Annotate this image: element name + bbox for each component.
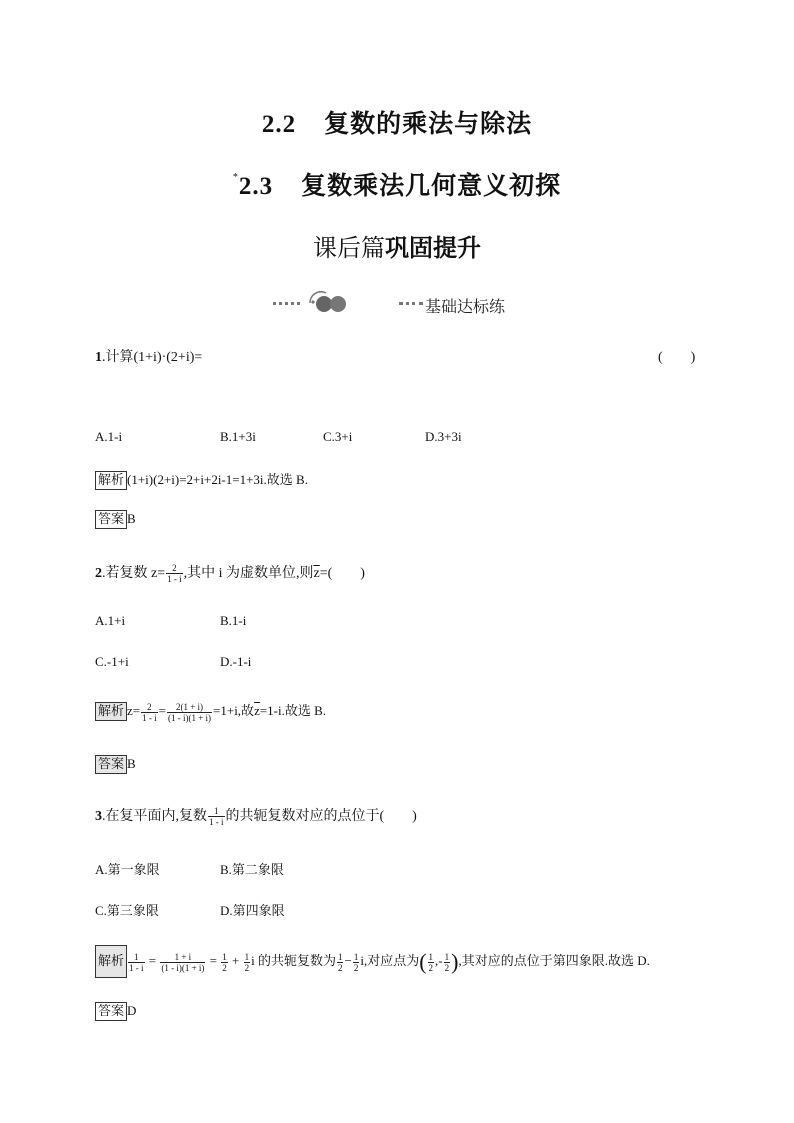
numerator: 2	[141, 702, 158, 713]
q3-option-d: D.第四象限	[220, 903, 285, 918]
q1-option-d: D.3+3i	[425, 429, 462, 444]
question-number: 2	[95, 566, 102, 581]
question-text-c: =( )	[319, 566, 365, 581]
section-header	[273, 292, 533, 316]
question-text-b: 的共轭复数对应的点位于( )	[225, 809, 417, 824]
question-number: 1	[95, 350, 102, 365]
section-label: 基础达标练	[425, 297, 506, 316]
denominator: 2	[222, 962, 227, 973]
denominator: 1 - i	[209, 817, 224, 828]
subtitle-part-b: 巩固提升	[385, 236, 481, 262]
numerator: 1	[208, 806, 225, 817]
q2-option-a: A.1+i	[95, 613, 126, 628]
title1-text: 复数的乘法与除法	[324, 111, 533, 138]
fraction	[166, 563, 183, 584]
subtitle-part-a: 课后篇	[313, 236, 385, 262]
question-text-a: .若复数 z=	[102, 566, 166, 581]
z-conjugate: $\overline{z}$	[254, 703, 260, 718]
numerator: 1	[337, 951, 343, 962]
numerator: 1	[444, 951, 450, 962]
denominator: 1 - i	[142, 712, 157, 723]
denominator: 2	[353, 962, 359, 973]
fraction-2	[160, 952, 205, 973]
answer-value: D	[127, 1003, 137, 1018]
analysis-text-1: i 的共轭复数为	[251, 953, 336, 968]
numerator: 1	[128, 952, 145, 963]
fraction-3	[221, 952, 228, 973]
fraction-5	[337, 952, 344, 973]
denominator: 2	[428, 962, 434, 973]
q2-option-c: C.-1+i	[95, 654, 129, 669]
fraction-1	[128, 952, 145, 973]
analysis-label: 解析	[95, 702, 127, 721]
left-paren: (	[419, 949, 427, 975]
denominator: 2	[337, 962, 343, 973]
analysis-text-3: i,对应点为	[360, 953, 420, 968]
dotted-leader-right	[399, 302, 423, 305]
dotted-leader-left	[273, 302, 300, 305]
minus-sign: −	[344, 953, 352, 968]
q1-answer	[95, 510, 136, 529]
fraction-1	[141, 702, 158, 723]
fraction-6	[353, 952, 360, 973]
denominator: (1 - i)(1 + i)	[161, 962, 205, 973]
q2-option-b: B.1-i	[220, 613, 247, 628]
denominator: 2	[244, 962, 250, 973]
q3-option-a: A.第一象限	[95, 862, 160, 877]
title2-number: 2.3	[238, 173, 274, 200]
question-3-stem	[95, 805, 417, 827]
numerator: 1 + i	[160, 952, 205, 963]
fraction	[208, 806, 225, 827]
analysis-text-b: =1+i,故	[213, 703, 255, 718]
title-chapter-2-3	[0, 166, 794, 202]
question-number: 3	[95, 809, 102, 824]
analysis-text-c: =1-i.故选 B.	[259, 703, 327, 718]
q2-answer	[95, 755, 136, 774]
numerator: 1	[428, 951, 434, 962]
denominator: (1 - i)(1 + i)	[167, 712, 212, 723]
q2-analysis	[95, 700, 326, 723]
question-1-stem	[95, 346, 202, 366]
denominator: 1 - i	[129, 962, 144, 973]
title-chapter-2-2	[0, 104, 794, 140]
section-icon	[306, 289, 352, 315]
q1-option-b: B.1+3i	[220, 429, 256, 444]
answer-label: 答案	[95, 510, 127, 529]
analysis-label: 解析	[95, 945, 127, 978]
numerator: 2(1 + i)	[167, 702, 212, 713]
analysis-text-a: z=	[127, 703, 141, 718]
numerator: 2	[166, 563, 183, 574]
question-text-a: .在复平面内,复数	[102, 809, 207, 824]
q3-answer	[95, 1002, 136, 1021]
fraction-7	[428, 952, 435, 973]
numerator: 1	[222, 951, 227, 962]
fraction-4	[244, 952, 251, 973]
analysis-label: 解析	[95, 471, 127, 490]
numerator: 1	[353, 951, 359, 962]
equals: =	[158, 703, 166, 718]
z-conjugate: $\overline{z}$	[313, 566, 320, 581]
q3-option-c: C.第三象限	[95, 903, 159, 918]
q3-option-b: B.第二象限	[220, 862, 284, 877]
answer-value: B	[127, 511, 136, 526]
q1-option-a: A.1-i	[95, 429, 123, 444]
answer-label: 答案	[95, 1002, 127, 1021]
question-text-b: ,其中 i 为虚数单位,则	[183, 566, 314, 581]
answer-label: 答案	[95, 755, 127, 774]
denominator: 2	[444, 962, 450, 973]
title1-number: 2.2	[261, 111, 297, 138]
q1-option-c: C.3+i	[323, 429, 353, 444]
fraction-2	[167, 702, 212, 723]
numerator: 1	[244, 951, 250, 962]
denominator: 1 - i	[167, 574, 182, 585]
analysis-text-4: ,其对应的点位于第四象限.故选 D.	[458, 953, 650, 968]
analysis-text: (1+i)(2+i)=2+i+2i-1=1+3i.故选 B.	[127, 472, 308, 487]
title2-text: 复数乘法几何意义初探	[301, 173, 562, 200]
answer-value: B	[127, 756, 136, 771]
answer-paren: ( )	[658, 350, 696, 365]
right-paren: )	[451, 949, 459, 975]
q3-analysis: 解析 $\frac{1}{1 - i}$ = $\frac{1 + i}{(1 - i)(1 + i)}$ = $\frac{1}{2}$ + $\frac{1}{2}$ i 的共轭复数为 $\frac{1}{2}$ − $\frac{1}{2}$ i,对应点为( $\frac{1}{2}$ ,- $\frac{1}{2}$ ),其对应的点位于第四象限.故选 D.	[95, 945, 650, 978]
q2-option-d: D.-1-i	[220, 654, 252, 669]
fraction-8	[444, 952, 451, 973]
optional-star: *	[232, 172, 239, 183]
question-2-stem	[95, 562, 365, 584]
q1-analysis	[95, 469, 308, 490]
question-text: .计算(1+i)·(2+i)=	[102, 350, 203, 365]
subtitle	[0, 228, 794, 263]
